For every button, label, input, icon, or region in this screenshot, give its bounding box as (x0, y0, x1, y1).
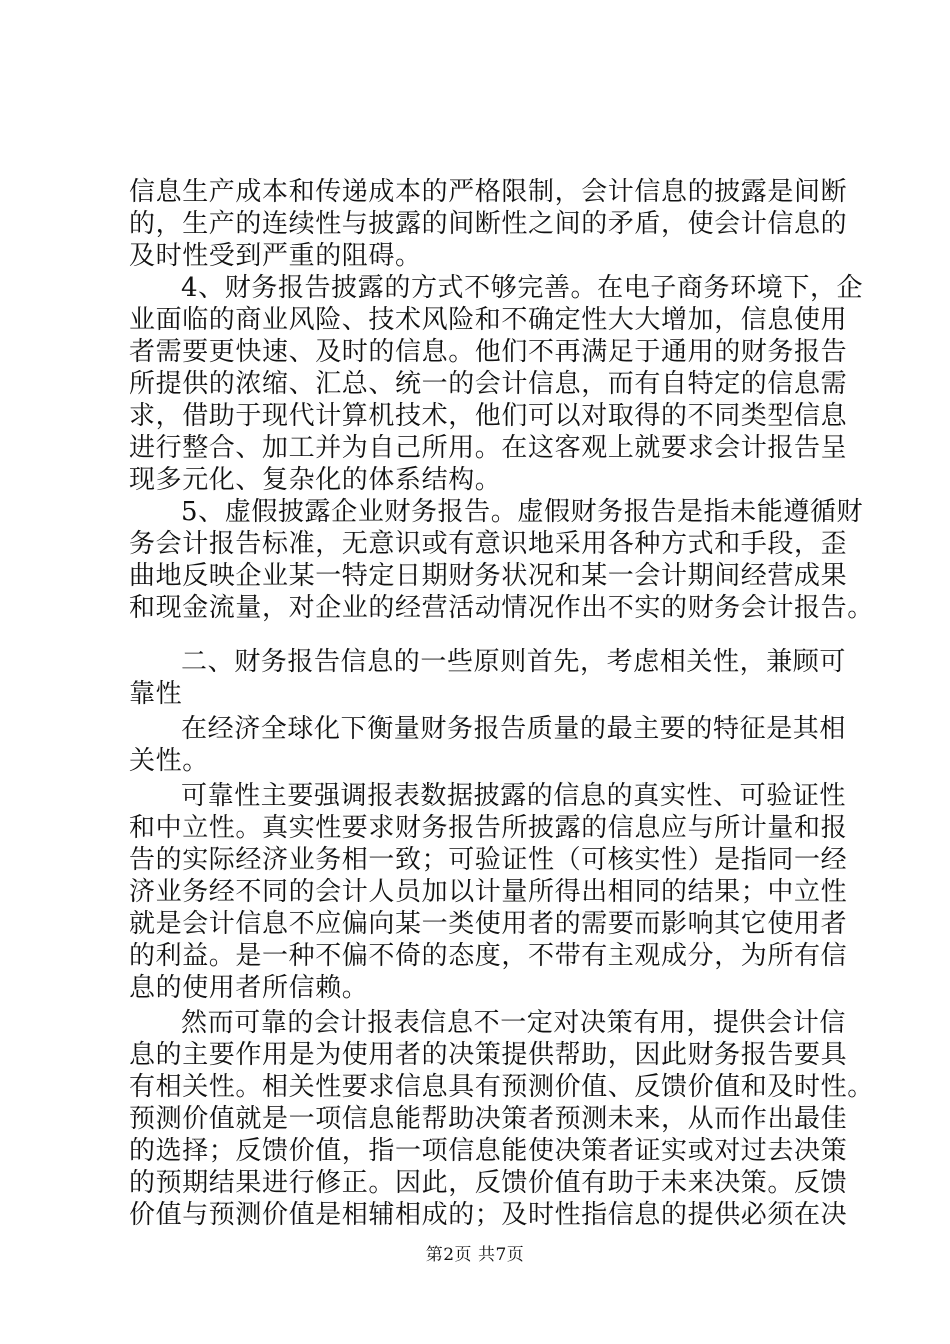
section-heading: 二、财务报告信息的一些原则首先，考虑相关性，兼顾可 (181, 647, 847, 677)
body-line: 及时性受到严重的阻碍。 (129, 241, 422, 271)
body-line: 在经济全球化下衡量财务报告质量的最主要的特征是其相 (181, 714, 847, 744)
paragraph-5-heading: 5、虚假披露企业财务报告。虚假财务报告是指未能遵循财 (181, 497, 864, 527)
body-line: 告的实际经济业务相一致；可验证性（可核实性）是指同一经 (129, 845, 848, 875)
body-line: 求，借助于现代计算机技术，他们可以对取得的不同类型信息 (129, 401, 848, 431)
body-line: 预测价值就是一项信息能帮助决策者预测未来，从而作出最佳 (129, 1104, 848, 1134)
body-line: 然而可靠的会计报表信息不一定对决策有用，提供会计信 (181, 1008, 847, 1038)
body-line: 者需要更快速、及时的信息。他们不再满足于通用的财务报告 (129, 337, 848, 367)
body-line: 的选择；反馈价值，指一项信息能使决策者证实或对过去决策 (129, 1136, 848, 1166)
body-line: 曲地反映企业某一特定日期财务状况和某一会计期间经营成果 (129, 561, 848, 591)
body-line: 现多元化、复杂化的体系结构。 (129, 465, 502, 495)
body-line: 的，生产的连续性与披露的间断性之间的矛盾，使会计信息的 (129, 209, 848, 239)
body-line: 务会计报告标准，无意识或有意识地采用各种方式和手段，歪 (129, 529, 848, 559)
body-line: 就是会计信息不应偏向某一类使用者的需要而影响其它使用者 (129, 909, 848, 939)
body-line: 息的主要作用是为使用者的决策提供帮助，因此财务报告要具 (129, 1040, 848, 1070)
section-heading-cont: 靠性 (129, 679, 183, 709)
body-line: 和现金流量，对企业的经营活动情况作出不实的财务会计报告。 (129, 593, 874, 623)
paragraph-4-heading: 4、财务报告披露的方式不够完善。在电子商务环境下，企 (181, 273, 864, 303)
body-line: 进行整合、加工并为自己所用。在这客观上就要求会计报告呈 (129, 433, 848, 463)
body-line: 所提供的浓缩、汇总、统一的会计信息，而有自特定的信息需 (129, 369, 848, 399)
body-line: 价值与预测价值是相辅相成的；及时性指信息的提供必须在决 (129, 1200, 848, 1230)
body-line: 可靠性主要强调报表数据披露的信息的真实性、可验证性 (181, 781, 847, 811)
body-line: 信息生产成本和传递成本的严格限制，会计信息的披露是间断 (129, 177, 848, 207)
body-line: 息的使用者所信赖。 (129, 973, 369, 1003)
body-line: 济业务经不同的会计人员加以计量所得出相同的结果；中立性 (129, 877, 848, 907)
body-line: 关性。 (129, 746, 209, 776)
body-line: 和中立性。真实性要求财务报告所披露的信息应与所计量和报 (129, 813, 848, 843)
body-line: 的预期结果进行修正。因此，反馈价值有助于未来决策。反馈 (129, 1168, 848, 1198)
body-line: 的利益。是一种不偏不倚的态度，不带有主观成分，为所有信 (129, 941, 848, 971)
body-line: 业面临的商业风险、技术风险和不确定性大大增加，信息使用 (129, 305, 848, 335)
page-number: 第2页 共7页 (425, 1245, 525, 1265)
body-line: 有相关性。相关性要求信息具有预测价值、反馈价值和及时性。 (129, 1072, 874, 1102)
